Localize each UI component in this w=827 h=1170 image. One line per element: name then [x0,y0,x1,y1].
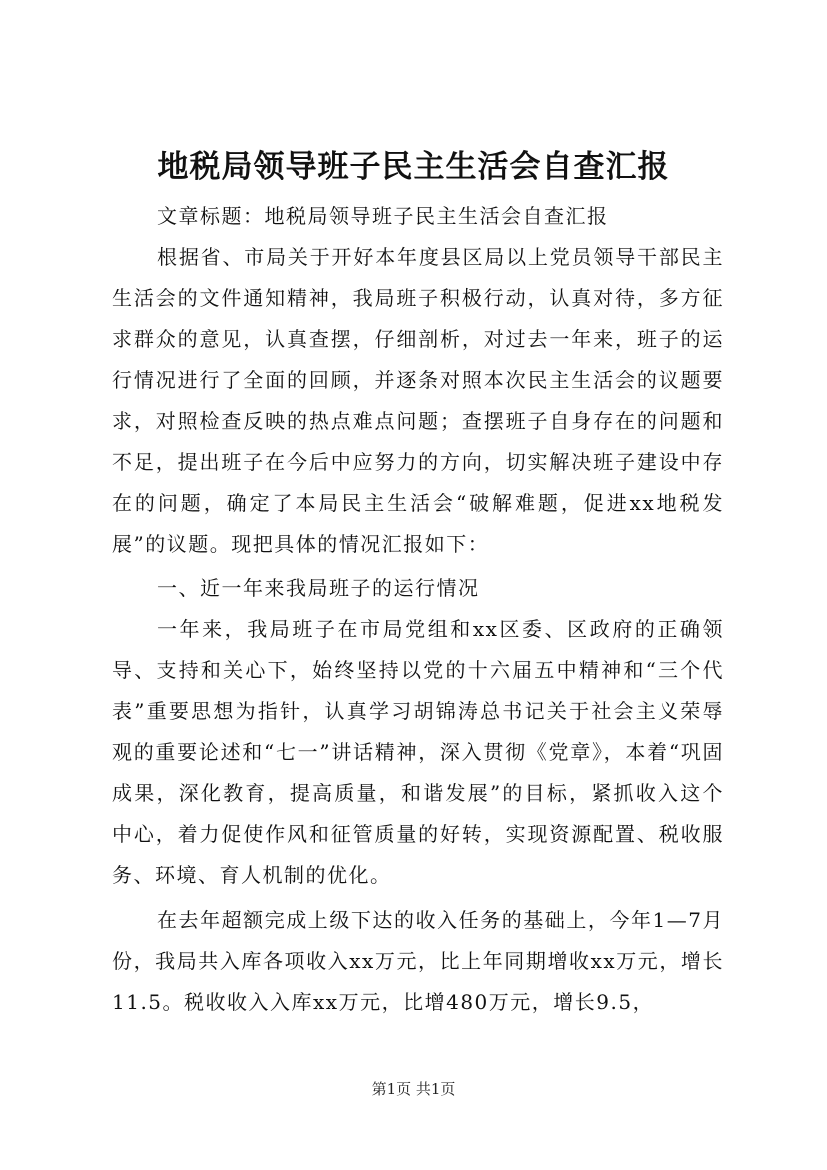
page-number-footer: 第1页 共1页 [371,1080,456,1098]
section-heading: 一、近一年来我局班子的运行情况 [157,576,480,600]
paragraph-intro: 根据省、市局关于开好本年度县区局以上党员领导干部民主生活会的文件通知精神，我局班子积极行动，认真对待，多方征求群众的意见，认真查摆，仔细剖析，对过去一年来，班子的运行情况进行了全面的回顾，并逐条对照本次民主生活会的议题要求，对照检查反映的热点难点问题；查摆班子自身存在的问题和不足，提出班子在今后中应努力的方向，切实解决班子建设中存在的问题，确定了本局民主生活会“破解难题，促进xx地税发展”的议题。现把具体的情况汇报如下： [112,245,724,556]
paragraph-operation: 一年来，我局班子在市局党组和xx区委、区政府的正确领导、支持和关心下，始终坚持以党的十六届五中精神和“三个代表”重要思想为指针，认真学习胡锦涛总书记关于社会主义荣辱观的重要论述和“七一”讲话精神，深入贯彻《党章》，本着“巩固成果，深化教育，提高质量，和谐发展”的目标，紧抓收入这个中心，着力促使作风和征管质量的好转，实现资源配置、税收服务、环境、育人机制的优化。 [112,617,724,887]
document-title: 地税局领导班子民主生活会自查汇报 [157,149,670,185]
article-title-line: 文章标题：地税局领导班子民主生活会自查汇报 [157,204,609,228]
paragraph-revenue: 在去年超额完成上级下达的收入任务的基础上，今年1—7月份，我局共入库各项收入xx万元，比上年同期增收xx万元，增长11.5。税收收入入库xx万元，比增480万元，增长9.5， [112,908,724,1014]
